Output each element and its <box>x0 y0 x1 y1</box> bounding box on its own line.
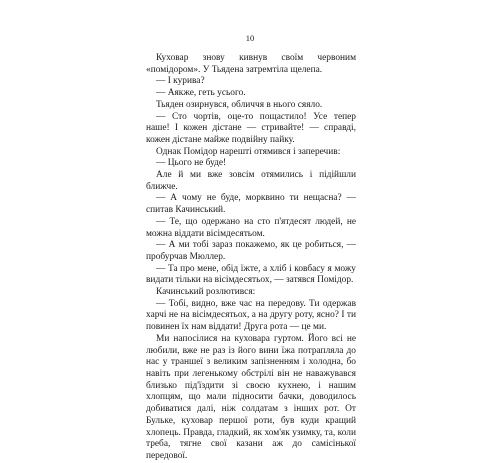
paragraph: — Сто чортів, оце-то пощастило! Усе тепер наше! І кожен дістане — стривайте! — справді, кожен дістане майже подвійну пайку. <box>146 111 356 145</box>
paragraph: Тьяден озирнувся, обличчя в нього сяяло. <box>156 99 323 110</box>
paragraph: — А ми тобі зараз покажемо, як це робиться, — пробурчав Мюллер. <box>146 240 356 262</box>
paragraph: — І курива? <box>156 76 205 87</box>
paragraph: — Аякже, геть усього. <box>156 88 246 99</box>
paragraph: — Те, що одержано на сто п'ятдесят людей, не можна віддати вісімдесятьом. <box>146 216 356 239</box>
paragraph: — Цього не буде! <box>156 158 227 169</box>
paragraph: Ми напосілися на куховара гуртом. Його всі не любили, вже не раз із його вини їжа потрапляла до нас у траншеї з великим запізненням і холодна, бо навіть при легенькому обстрілі він не наважувався близько під'їздити зі своєю кухнею, і нашим хлопцям, що мали підносити бачки, доводилось добиватися далі, ніж солдатам з інших рот. От Бульке, куховар першої роти, був куди кращий хлопець. Правда, гладкий, як хом'як узимку, та, коли треба, тягне свої казани аж до самісінької передової. <box>146 333 356 461</box>
paragraph: Качинський розлютився: <box>156 287 256 298</box>
paragraph: — Тобі, видно, вже час на передову. Ти одержав харчі не на вісімдесятьох, а на другу роту, ясно? І ти повинен їх нам віддати! Друга рота — це ми. <box>146 298 356 333</box>
body-text <box>146 53 356 463</box>
paragraph: Однак Помідор нарешті отямився і заперечив: <box>156 146 341 157</box>
paragraph: — Та про мене, обід їжте, а хліб і ковбасу я можу видати тільки на вісімдесятьох, — затявся Помідор. <box>146 263 356 286</box>
paragraph: — А чому не буде, морквино ти нещасна? — спитав Качинський. <box>146 193 356 216</box>
paragraph: Куховар знову кивнув своїм червоним «помідором». У Тьядена затремтіла щелепа. <box>146 53 356 75</box>
page-number: 10 <box>245 33 255 43</box>
paragraph: Але й ми вже зовсім отямились і підійшли ближче. <box>146 170 356 192</box>
